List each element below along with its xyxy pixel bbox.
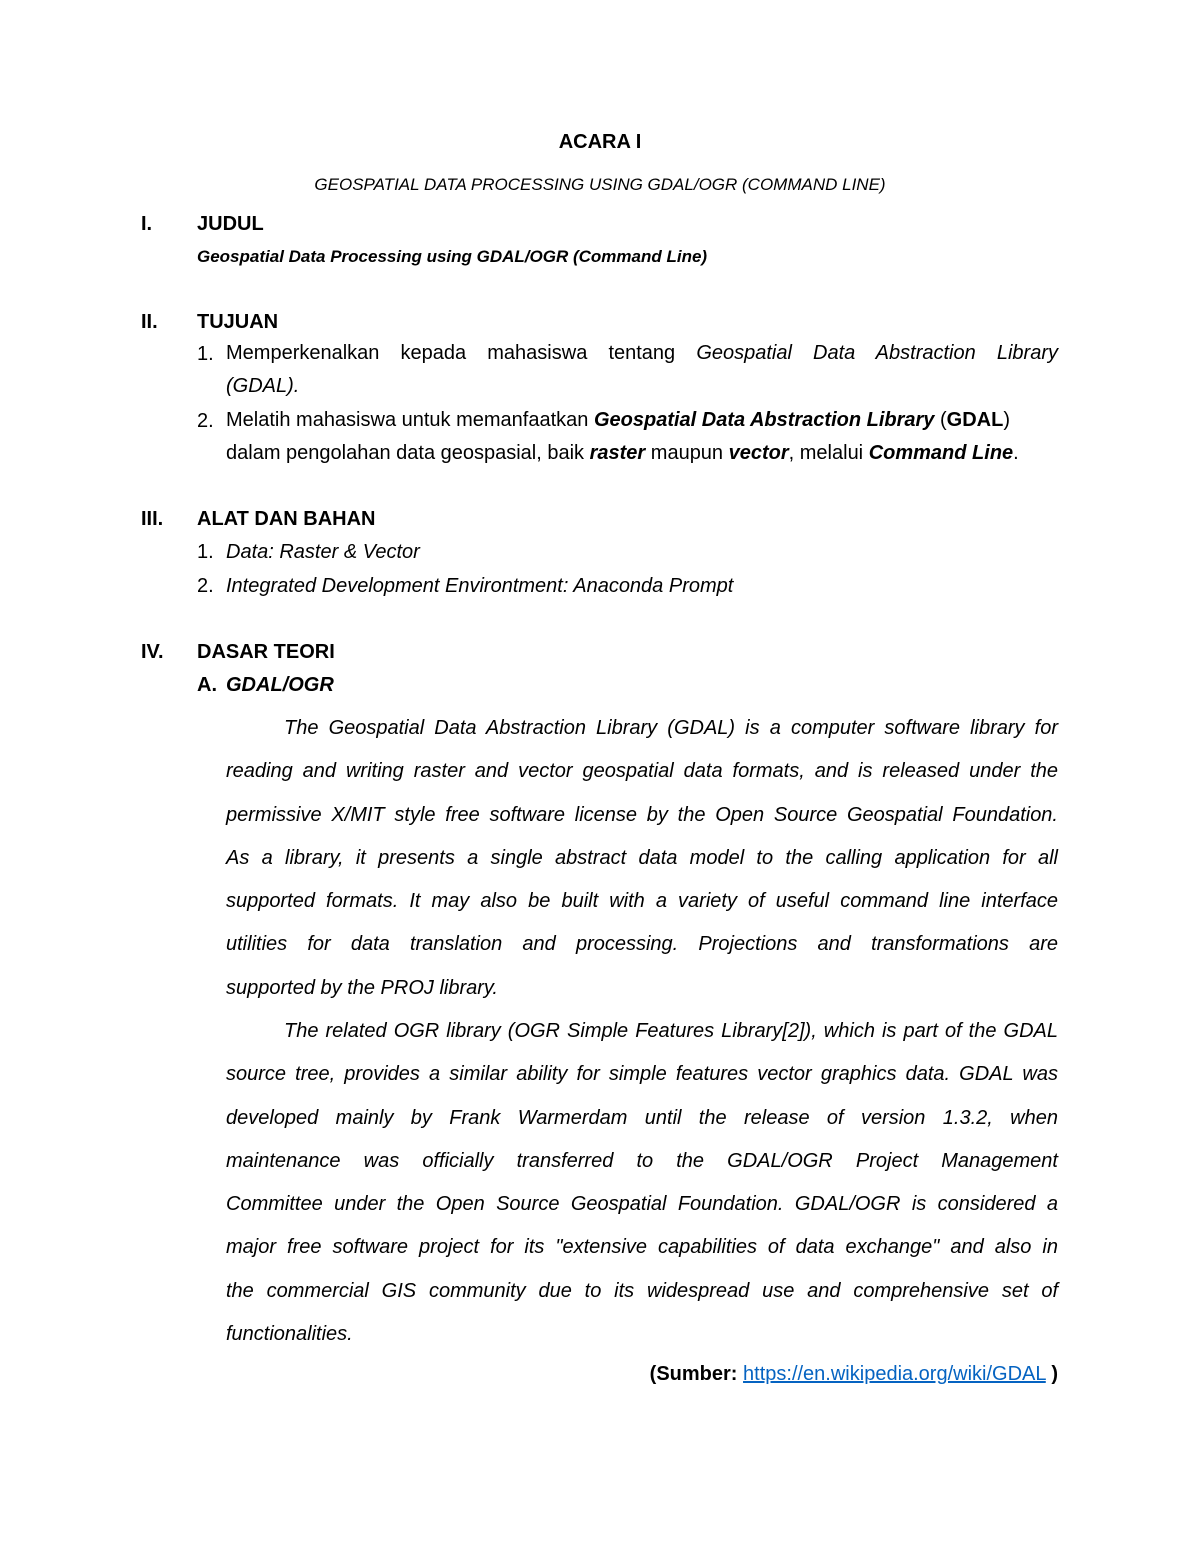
paragraph-2-line: Committee under the Open Source Geospatial Foundation. GDAL/OGR is considered a	[226, 1193, 1058, 1216]
tujuan-item-1-term: Geospatial Data Abstraction Library	[696, 342, 1058, 364]
section-number-judul: I.	[141, 213, 153, 235]
tujuan-item-1-abbr: (GDAL).	[226, 375, 300, 397]
tujuan-item-2-line-1	[226, 404, 1058, 437]
paragraph-1-line: supported formats. It may also be built with a variety of useful command line interface	[226, 890, 1058, 913]
alat-item-1: Data: Raster & Vector	[226, 541, 420, 563]
tujuan-item-1-line-2	[226, 370, 1058, 403]
section-heading-judul: JUDUL	[197, 213, 264, 235]
paragraph-1-line: permissive X/MIT style free software license by the Open Source Geospatial Foundation.	[226, 803, 1058, 826]
paragraph-1-line: supported by the PROJ library.	[226, 976, 498, 999]
tujuan-item-2	[226, 404, 1058, 470]
section-number-alat: III.	[141, 508, 164, 530]
tujuan-item-1-text: Memperkenalkan kepada mahasiswa tentang	[226, 342, 676, 364]
paragraph-2-line: functionalities.	[226, 1323, 353, 1346]
section-number-dasar: IV.	[141, 641, 164, 663]
section-number-tujuan: II.	[141, 311, 158, 333]
tujuan-item-1-number: 1.	[197, 343, 214, 365]
tujuan-item-1	[226, 337, 1058, 403]
paragraph-1	[226, 714, 1058, 1017]
tujuan-item-1-line-1	[226, 337, 1058, 370]
tujuan-item-2-line-2	[226, 437, 1058, 470]
paragraph-1-line: The Geospatial Data Abstraction Library (GDAL) is a computer software library for	[284, 717, 1058, 739]
source-link[interactable]: https://en.wikipedia.org/wiki/GDAL	[743, 1363, 1046, 1385]
alat-item-2-number: 2.	[197, 575, 214, 597]
tujuan-item-2-number: 2.	[197, 410, 214, 432]
paragraph-1-line: reading and writing raster and vector geospatial data formats, and is released under the	[226, 760, 1058, 783]
page-title: ACARA I	[558, 131, 642, 153]
tujuan-item-2-paren-open: (	[940, 409, 947, 431]
tujuan-item-2-term: Geospatial Data Abstraction Library	[593, 409, 935, 431]
page-subtitle: GEOSPATIAL DATA PROCESSING USING GDAL/OGR (COMMAND LINE)	[314, 175, 886, 194]
tujuan-item-2-text-f: dalam pengolahan data geospasial, baik	[226, 442, 585, 464]
source-close: )	[1051, 1363, 1058, 1385]
paragraph-2-line: major free software project for its "extensive capabilities of data exchange" and also in	[226, 1236, 1058, 1259]
tujuan-item-2-raster: raster	[589, 442, 646, 464]
section-heading-tujuan: TUJUAN	[197, 311, 279, 333]
tujuan-item-2-command-line: Command Line	[868, 442, 1014, 464]
tujuan-item-2-text-h: maupun	[650, 442, 724, 464]
paragraph-1-line: As a library, it presents a single abstract data model to the calling application for all	[226, 846, 1058, 869]
paragraph-1-line: utilities for data translation and processing. Projections and transformations are	[226, 933, 1058, 956]
paragraph-2-line: maintenance was officially transferred to the GDAL/OGR Project Management	[226, 1149, 1058, 1172]
judul-text: Geospatial Data Processing using GDAL/OGR (Command Line)	[197, 247, 708, 266]
tujuan-item-2-period: .	[1013, 442, 1019, 464]
alat-item-2: Integrated Development Environtment: Anaconda Prompt	[226, 575, 734, 597]
subsection-label: A.	[197, 674, 217, 696]
section-heading-alat: ALAT DAN BAHAN	[197, 508, 376, 530]
paragraph-2-line: developed mainly by Frank Warmerdam until the release of version 1.3.2, when	[226, 1106, 1058, 1129]
paragraph-2-line: source tree, provides a similar ability for simple features vector graphics data. GDAL was	[226, 1063, 1058, 1086]
alat-item-1-number: 1.	[197, 541, 214, 563]
subsection-title: GDAL/OGR	[226, 674, 334, 696]
tujuan-item-2-vector: vector	[728, 442, 789, 464]
section-heading-dasar: DASAR TEORI	[197, 641, 335, 663]
source-label: (Sumber:	[649, 1363, 738, 1385]
tujuan-item-2-text-j: , melalui	[788, 442, 864, 464]
tujuan-item-2-abbr: GDAL	[946, 409, 1004, 431]
tujuan-item-2-paren-close: )	[1003, 409, 1011, 431]
source-citation	[650, 1360, 1058, 1388]
tujuan-item-2-text-a: Melatih mahasiswa untuk memanfaatkan	[226, 409, 589, 431]
paragraph-2	[226, 1017, 1058, 1363]
paragraph-2-line: The related OGR library (OGR Simple Features Library[2]), which is part of the GDAL	[284, 1020, 1058, 1042]
paragraph-2-line: the commercial GIS community due to its widespread use and comprehensive set of	[226, 1279, 1058, 1302]
